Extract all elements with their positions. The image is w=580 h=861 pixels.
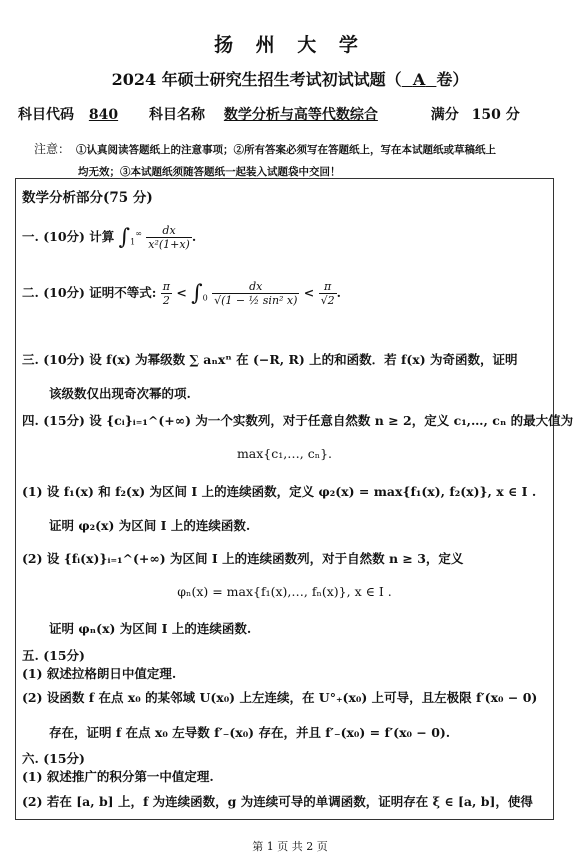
question-4-part-2-formula: φₙ(x) = max{f₁(x),…, fₙ(x)}, x ∈ I . <box>177 584 392 599</box>
subject-info-row <box>18 104 568 124</box>
question-5-part-1: (1) 叙述拉格朗日中值定理. <box>22 666 177 681</box>
full-score-label: 满分 <box>430 107 459 123</box>
question-5-part-2-line-1: (2) 设函数 f 在点 x₀ 的某邻域 U(x₀) 上左连续，在 U°₊(x₀) 上可导，且左极限 f′(x₀ − 0) <box>22 690 538 705</box>
question-3-line-2: 该级数仅出现奇次幂的项. <box>49 386 191 401</box>
question-4-part-1-line-2: 证明 φ₂(x) 为区间 I 上的连续函数. <box>49 518 251 533</box>
notice-line-2: 均无效；③本试题纸须随答题纸一起装入试题袋中交回！ <box>78 166 341 178</box>
full-score: 150 分 <box>471 107 520 123</box>
question-5-part-2-line-2: 存在，证明 f 在点 x₀ 左导数 f′₋(x₀) 存在，并且 f′₋(x₀) = f′(x₀ − 0). <box>49 725 451 740</box>
question-3-line-1: 三. (10分) 设 f(x) 为幂级数 ∑ aₙxⁿ 在 (−R, R) 上的和函数．若 f(x) 为奇函数，证明 <box>22 352 518 367</box>
notice-line-1: ①认真阅读答题纸上的注意事项；②所有答案必须写在答题纸上，写在本试题纸或草稿纸上 <box>76 144 497 156</box>
notice-block <box>34 138 554 183</box>
section-title: 数学分析部分(75 分) <box>22 190 153 206</box>
subject-name: 数学分析与高等代数综合 <box>223 107 378 123</box>
paper-version: A <box>412 70 426 89</box>
exam-title-suffix: 卷） <box>436 70 469 89</box>
question-1: 一. (10分) 计算 $\int_1^\infty$ $\frac{dx}{\text{x²(1+x)}}$ . <box>22 224 197 251</box>
notice-label: 注意： <box>34 142 71 156</box>
question-6-title: 六. (15分) <box>22 751 85 766</box>
question-4-part-2-line-1: (2) 设 {fᵢ(x)}ᵢ₌₁^(+∞) 为区间 I 上的连续函数列，对于自然数 n ≥ 3，定义 <box>22 551 464 566</box>
exam-title-prefix: 2024 年硕士研究生招生考试初试试题（ <box>111 70 402 89</box>
question-5-title: 五. (15分) <box>22 648 85 663</box>
subject-code: 840 <box>88 107 119 123</box>
exam-title <box>0 67 580 90</box>
question-4-line-1: 四. (15分) 设 {cᵢ}ᵢ₌₁^(+∞) 为一个实数列，对于任意自然数 n ≥ 2，定义 c₁,…, cₙ 的最大值为 <box>22 413 574 428</box>
question-4-part-2-line-2: 证明 φₙ(x) 为区间 I 上的连续函数. <box>49 621 252 636</box>
subject-name-label: 科目名称 <box>148 107 205 123</box>
question-6-part-1: (1) 叙述推广的积分第一中值定理. <box>22 769 214 784</box>
question-4-formula: max{c₁,…, cₙ}. <box>236 446 333 461</box>
question-2: 二. (10分) 证明不等式: $\frac{\pi}{2}$ < $\int_0$ $\frac{dx}{\text{√(1 − ½ sin² x)}}$ < $\frac{\pi}{√2}$ . <box>22 280 341 307</box>
page-footer: 第 1 页 共 2 页 <box>252 840 328 853</box>
question-6-part-2: (2) 若在 [a, b] 上，f 为连续函数，g 为连续可导的单调函数，证明存在 ξ ∈ [a, b]，使得 <box>22 794 533 809</box>
university-name: 扬 州 大 学 <box>214 34 366 56</box>
subject-code-label: 科目代码 <box>18 107 74 123</box>
question-4-part-1-line-1: (1) 设 f₁(x) 和 f₂(x) 为区间 I 上的连续函数，定义 φ₂(x) = max{f₁(x), f₂(x)}, x ∈ I . <box>22 484 537 499</box>
